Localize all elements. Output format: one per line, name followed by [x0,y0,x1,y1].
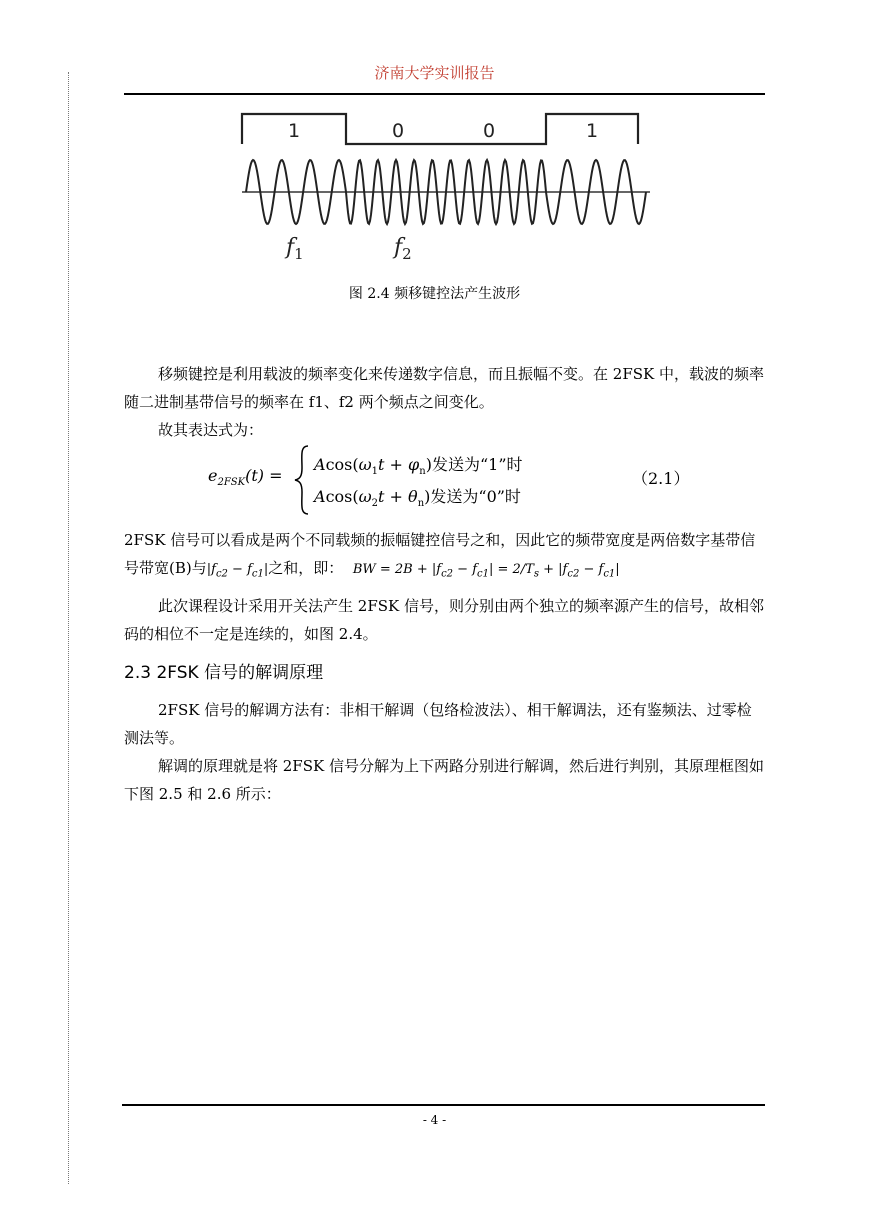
equation-case-2: $Acos(\omega_2t + \theta_n)$发送为“0”时 [314,487,521,510]
figure-caption: 图 2.4 频移键控法产生波形 [348,286,521,302]
equation-case-1: $Acos(\omega_1t + \varphi_n)$发送为“1”时 [314,455,523,478]
equation-number: （2.1） [632,469,690,488]
binding-margin-line [68,72,69,1184]
bit-label-1: 1 [287,120,301,142]
freq-label-f1: $f_1$ [286,235,304,263]
inline-formula-freq-diff: $|f_{c2} - f_{c1}|$ [206,562,269,580]
inline-formula-bandwidth: BW = $2B + |f_{c2} - f_{c1}| = 2/T_s + |f_{c2} - f_{c1}|$ [352,562,620,580]
bit-label-3: 0 [482,120,496,142]
equation-lhs: $e_{2FSK}(t)$ = [208,466,283,489]
footer-rule [122,1104,765,1106]
fsk-waveform-figure [236,108,656,270]
bandwidth-text-1: 2FSK 信号可以看成是两个不同载频的振幅键控信号之和，因此它的频带宽度是两倍数字基带信号带宽(B)与 [124,531,756,577]
digital-signal-line [242,114,638,144]
paragraph-switch-method: 此次课程设计采用开关法产生 2FSK 信号，则分别由两个独立的频率源产生的信号，故相邻码的相位不一定是连续的，如图 2.4。 [124,597,764,643]
paragraph-expression-intro: 故其表达式为： [158,421,264,439]
page-number: - 4 - [422,1113,447,1127]
bandwidth-text-2: 之和，即： [268,559,344,577]
paragraph-fsk-intro: 移频键控是利用载波的频率变化来传递数字信息，而且振幅不变。在 2FSK 中，载波的频率随二进制基带信号的频率在 f1、f2 两个频点之间变化。 [124,365,764,411]
bit-label-4: 1 [585,120,599,142]
section-title: 2.3 2FSK 信号的解调原理 [124,663,324,683]
equation-brace [292,444,312,516]
equation-2-1 [124,444,765,516]
paragraph-demod-principle: 解调的原理就是将 2FSK 信号分解为上下两路分别进行解调，然后进行判别，其原理框图如下图 2.5 和 2.6 所示： [124,757,764,803]
header-rule [124,93,765,95]
paragraph-bandwidth [124,526,765,589]
paragraph-demod-methods: 2FSK 信号的解调方法有：非相干解调（包络检波法）、相干解调法，还有鉴频法、过零检测法等。 [124,701,752,747]
page-header-title: 济南大学实训报告 [374,64,495,82]
bit-label-2: 0 [391,120,405,142]
freq-label-f2: $f_2$ [394,235,412,263]
